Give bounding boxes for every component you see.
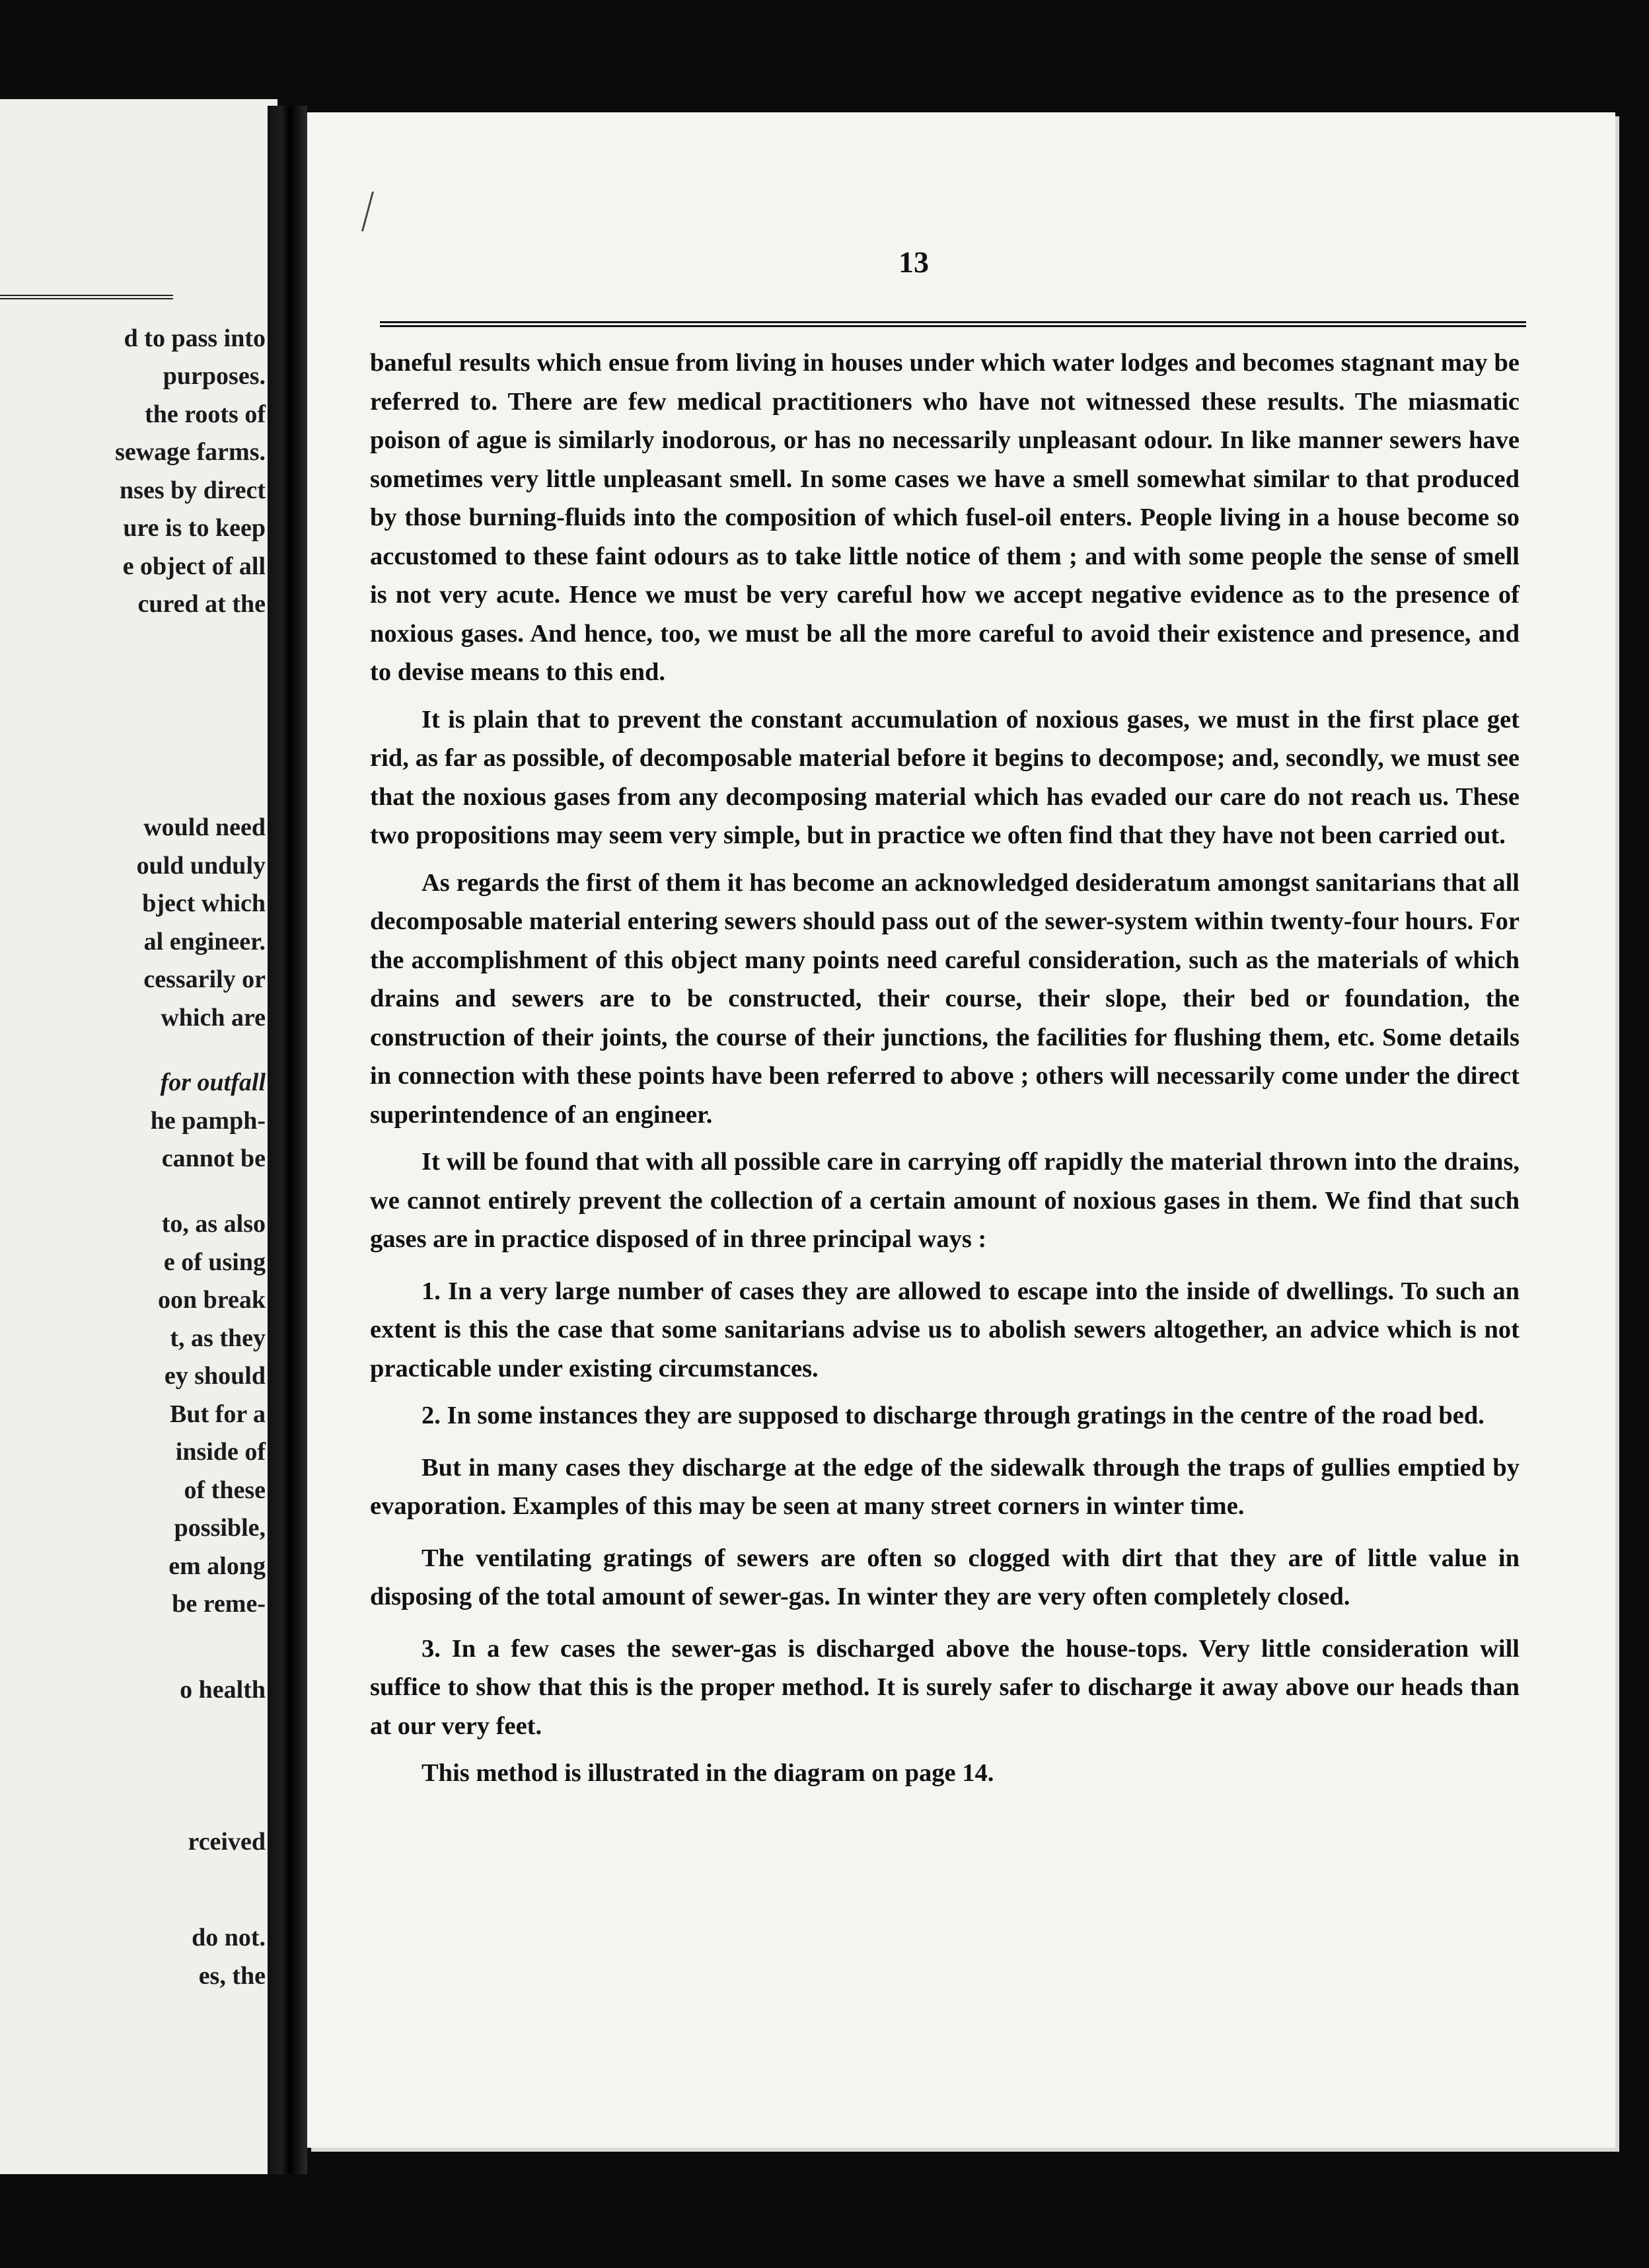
facing-page-line: be reme- bbox=[172, 1590, 266, 1618]
facing-page-line: to, as also bbox=[161, 1210, 266, 1238]
facing-page-line: possible, bbox=[174, 1514, 266, 1542]
facing-page-line: t, as they bbox=[170, 1324, 266, 1352]
paragraph: This method is illustrated in the diagram on page 14. bbox=[421, 1759, 994, 1787]
facing-page-line: rceived bbox=[188, 1828, 266, 1856]
facing-page-line: nses by direct bbox=[120, 476, 266, 504]
ink-mark bbox=[361, 192, 386, 231]
facing-page-line: But for a bbox=[170, 1400, 266, 1428]
facing-page-line: es, the bbox=[198, 1962, 266, 1990]
facing-page-line: inside of bbox=[175, 1438, 266, 1466]
page-body bbox=[370, 344, 1520, 1793]
facing-page-line: e object of all bbox=[122, 552, 266, 580]
facing-page-line: em along bbox=[168, 1552, 266, 1580]
facing-page-line: of these bbox=[184, 1476, 266, 1504]
paragraph: 3. In a few cases the sewer-gas is discharged above the house-tops. Very little consideration will suffice to show that this is the proper method. It is surely safer to discharge it away above our heads than at our very feet. bbox=[370, 1634, 1520, 1740]
facing-page-line: cured at the bbox=[137, 590, 266, 618]
facing-page-line: oon break bbox=[158, 1286, 266, 1314]
facing-page-line: ey should bbox=[164, 1362, 266, 1390]
facing-page-line: sewage farms. bbox=[115, 438, 266, 466]
facing-page-line: cessarily or bbox=[143, 965, 266, 993]
facing-page-line: ould unduly bbox=[136, 852, 266, 880]
paragraph: The ventilating gratings of sewers are often so clogged with dirt that they are of little value in disposing of the total amount of sewer-gas. In winter they are very often completely closed. bbox=[370, 1544, 1520, 1610]
paragraph: 1. In a very large number of cases they are allowed to escape into the inside of dwellings. To such an extent is this the case that some sanitarians advise us to abolish sewers altogether, an advice which is not practicable under existing circumstances. bbox=[370, 1277, 1520, 1382]
facing-page-line: he pamph- bbox=[150, 1107, 266, 1135]
facing-page-line: do not. bbox=[192, 1924, 266, 1951]
header-rule bbox=[380, 321, 1526, 327]
facing-page-line: the roots of bbox=[145, 400, 266, 428]
facing-page-rule bbox=[0, 295, 173, 299]
facing-page-line: al engineer. bbox=[143, 928, 266, 956]
paragraph: But in many cases they discharge at the edge of the sidewalk through the traps of gullies emptied by evaporation. Examples of this may be seen at many street corners in winter time. bbox=[370, 1453, 1520, 1520]
facing-page-line: d to pass into bbox=[124, 324, 266, 352]
facing-page-line: bject which bbox=[142, 889, 266, 917]
page-number: 13 bbox=[898, 245, 929, 279]
book-gutter bbox=[268, 106, 307, 2174]
paragraph: It is plain that to prevent the constant accumulation of noxious gases, we must in the first place get rid, as far as possible, of decomposable material before it begins to decompose; and, secondly, we must see that the noxious gases from any decomposing material which has evaded our care do not reach us. These two propositions may seem very simple, but in practice we often find that they have not been carried out. bbox=[370, 705, 1520, 849]
facing-page-line: ure is to keep bbox=[123, 514, 266, 542]
facing-page-line: which are bbox=[161, 1004, 266, 1032]
book-page bbox=[307, 112, 1615, 2148]
paragraph: baneful results which ensue from living in houses under which water lodges and becomes stagnant may be referred to. There are few medical practitioners who have not witnessed these results. The miasmatic poison of ague is similarly inodorous, or has no necessarily unpleasant odour. In like manner sewers have sometimes very little unpleasant smell. In some cases we have a smell somewhat similar to that produced by those burning-fluids into the composition of which fusel-oil enters. People living in a house become so accustomed to these faint odours as to take little notice of them ; and with some people the sense of smell is not very acute. Hence we must be very careful how we accept negative evidence as to the presence of noxious gases. And hence, too, we must be all the more careful to avoid their existence and presence, and to devise means to this end. bbox=[370, 349, 1520, 686]
facing-page-line: o health bbox=[180, 1676, 266, 1704]
paragraph: As regards the first of them it has become an acknowledged desideratum amongst sanitarians that all decomposable material entering sewers should pass out of the sewer-system within twenty-four hours. For the accomplishment of this object many points need careful consideration, such as the materials of which drains and sewers are to be constructed, their course, their slope, their bed or foundation, the construction of their joints, the course of their junctions, the facilities for flushing them, etc. Some details in connection with these points have been referred to above ; others will necessarily come under the direct superintendence of an engineer. bbox=[370, 868, 1520, 1129]
facing-page-line: cannot be bbox=[161, 1145, 266, 1172]
facing-page-line: purposes. bbox=[163, 362, 266, 390]
paragraph: 2. In some instances they are supposed to discharge through gratings in the centre of the road bed. bbox=[421, 1402, 1484, 1429]
facing-page-line: e of using bbox=[163, 1248, 266, 1276]
paragraph: It will be found that with all possible care in carrying off rapidly the material thrown into the drains, we cannot entirely prevent the collection of a certain amount of noxious gases in them. We find that such gases are in practice disposed of in three principal ways : bbox=[370, 1148, 1520, 1253]
facing-page-line: would need bbox=[143, 813, 266, 841]
facing-page-line: for outfall bbox=[160, 1069, 266, 1096]
facing-page-fragment bbox=[0, 99, 277, 2174]
